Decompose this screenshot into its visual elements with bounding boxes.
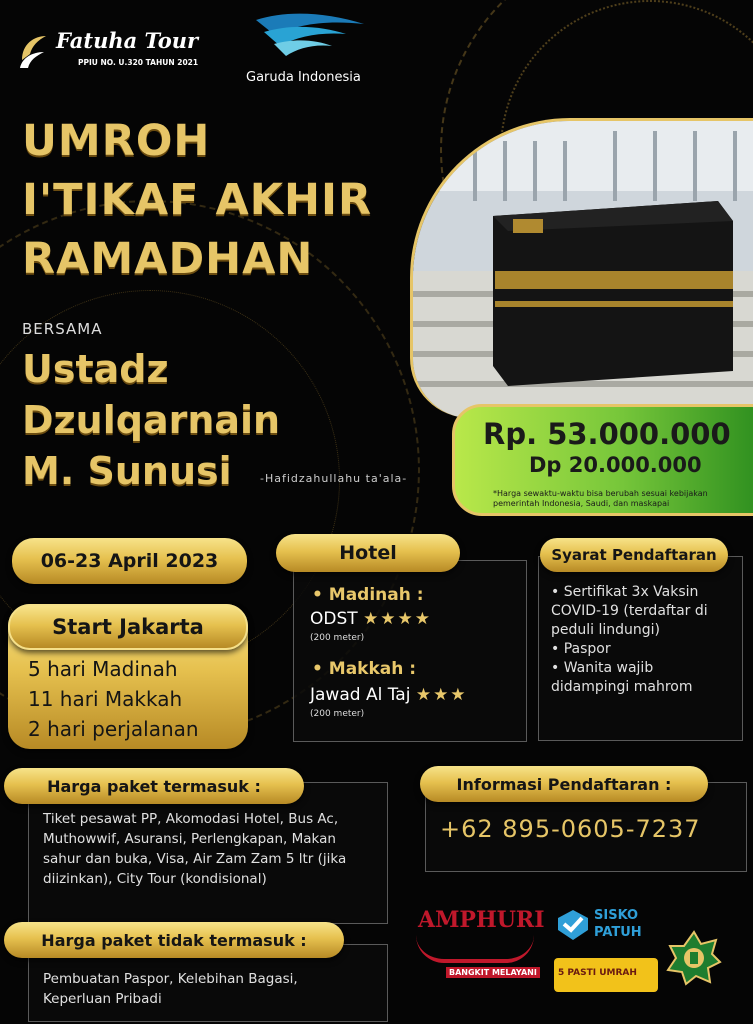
ustadz-line-1: Ustadz	[22, 347, 169, 391]
price-box	[452, 404, 753, 516]
price-dp: Dp 20.000.000	[529, 453, 702, 477]
makkah-hotel-name: Jawad Al Taj	[310, 685, 411, 705]
garuda-bird-icon	[236, 10, 366, 60]
syarat-list	[551, 583, 731, 697]
syarat-item: • Wanita wajib didampingi mahrom	[551, 660, 693, 695]
itinerary-panel	[8, 604, 248, 749]
madinah-distance: (200 meter)	[310, 633, 365, 643]
ustadz-line-3: M. Sunusi	[22, 449, 232, 493]
itinerary-item: 11 hari Makkah	[28, 687, 183, 711]
amphuri-name: AMPHURI	[418, 907, 545, 933]
ustadz-name	[22, 344, 280, 497]
sisko-shield-icon	[556, 908, 590, 942]
kemenag-emblem-icon	[666, 930, 722, 986]
syarat-item: • Paspor	[551, 641, 611, 657]
termasuk-header-pill: Harga paket termasuk :	[4, 768, 304, 804]
fatuha-name: Fatuha Tour	[56, 28, 199, 53]
sisko-patuh-logo	[556, 906, 646, 946]
syarat-item: • Sertifikat 3x Vaksin COVID-19 (terdaftar di peduli lindungi)	[551, 584, 708, 638]
sisko-label: SISKO	[594, 908, 639, 923]
main-title	[22, 112, 442, 289]
itinerary-item: 5 hari Madinah	[28, 657, 178, 681]
ustadz-honorific: -Hafidzahullahu ta'ala-	[260, 472, 408, 485]
title-line-1: UMROH	[22, 116, 211, 166]
pasti-label: 5 PASTI UMRAH	[558, 968, 637, 978]
syarat-header-pill: Syarat Pendaftaran	[540, 538, 728, 572]
makkah-hotel	[310, 685, 468, 705]
makkah-stars-icon: ★★★	[415, 685, 468, 705]
fatuha-logo	[18, 28, 218, 74]
garuda-name: Garuda Indonesia	[246, 70, 361, 85]
pasti-umrah-logo	[554, 958, 658, 992]
kemenag-logo	[666, 930, 722, 986]
hotel-header-pill: Hotel	[276, 534, 460, 572]
info-header-pill: Informasi Pendaftaran :	[420, 766, 708, 802]
madinah-hotel	[310, 609, 432, 629]
title-line-2: I'TIKAF AKHIR	[22, 175, 373, 225]
syarat-panel	[538, 556, 743, 741]
phone-number[interactable]: +62 895-0605-7237	[440, 815, 701, 843]
garuda-logo	[226, 10, 376, 90]
price-note: *Harga sewaktu-waktu bisa berubah sesuai kebijakan pemerintah Indonesia, Saudi, dan maskapai	[493, 489, 708, 508]
ustadz-line-2: Dzulqarnain	[22, 398, 281, 442]
tidak-termasuk-header-pill: Harga paket tidak termasuk :	[4, 922, 344, 958]
amphuri-tagline: BANGKIT MELAYANI	[446, 967, 540, 978]
amphuri-logo	[416, 905, 545, 989]
bersama-label: BERSAMA	[22, 320, 103, 338]
start-pill: Start Jakarta	[8, 604, 248, 650]
dates-pill: 06-23 April 2023	[12, 538, 247, 584]
makkah-distance: (200 meter)	[310, 709, 365, 719]
madinah-stars-icon: ★★★★	[363, 609, 433, 629]
makkah-label: • Makkah :	[312, 659, 417, 679]
madinah-label: • Madinah :	[312, 585, 424, 605]
patuh-label: PATUH	[594, 925, 642, 940]
termasuk-body: Tiket pesawat PP, Akomodasi Hotel, Bus Ac, Muthowwif, Asuransi, Perlengkapan, Makan sahur dan buka, Visa, Air Zam Zam 5 ltr (jika diizinkan), City Tour (kondisional)	[43, 811, 347, 887]
fatuha-license: PPIU NO. U.320 TAHUN 2021	[78, 58, 199, 67]
amphuri-swoosh	[416, 935, 534, 963]
title-line-3: RAMADHAN	[22, 234, 314, 284]
price-main: Rp. 53.000.000	[483, 417, 731, 451]
tidak-termasuk-body: Pembuatan Paspor, Kelebihan Bagasi, Keperluan Pribadi	[43, 971, 298, 1007]
hotel-panel	[293, 560, 527, 742]
kaaba-photo	[410, 118, 753, 418]
itinerary-item: 2 hari perjalanan	[28, 717, 199, 741]
madinah-hotel-name: ODST	[310, 609, 358, 629]
fatuha-mark-icon	[18, 30, 48, 70]
kaaba-illustration	[413, 121, 753, 418]
itinerary-list	[28, 654, 199, 744]
